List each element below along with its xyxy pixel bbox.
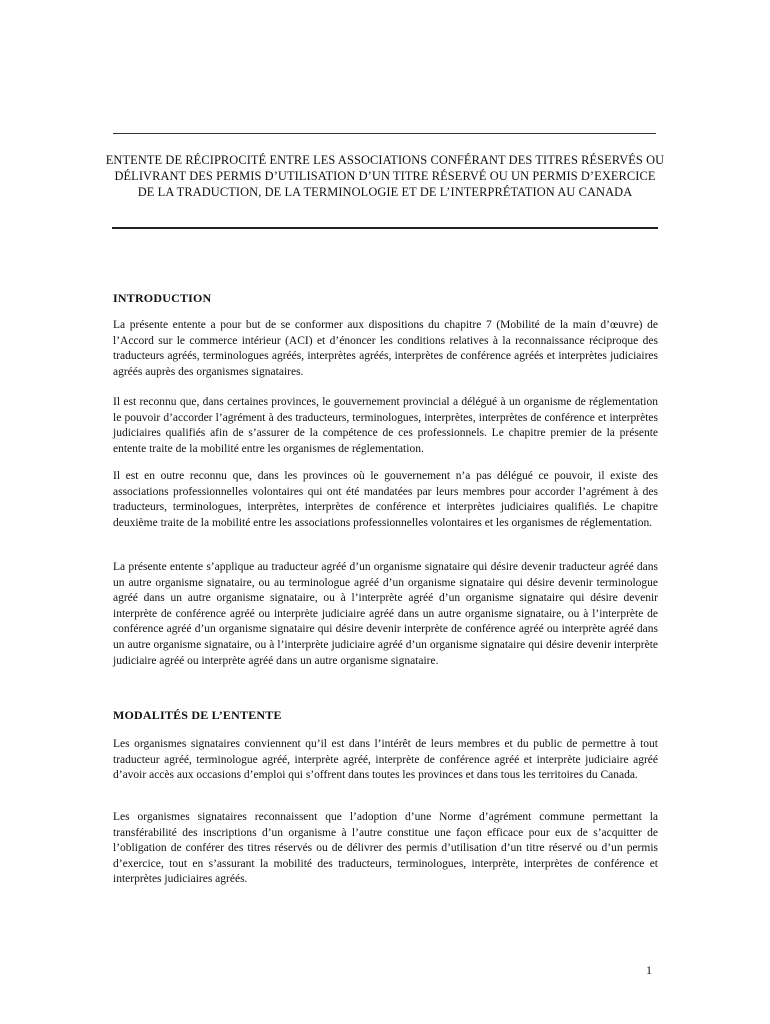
top-rule — [113, 133, 656, 134]
page-number: 1 — [646, 963, 652, 977]
document-title: ENTENTE DE RÉCIPROCITÉ ENTRE LES ASSOCIATIONS CONFÉRANT DES TITRES RÉSERVÉS OU DÉLIVRANT DES PERMIS D’UTILISATION D’UN TITRE RÉSERVÉ OU UN PERMIS D’EXERCICE DE LA TRADUCTION, DE LA TERMINOLOGIE ET DE L’INTERPRÉTATION AU CANADA — [105, 153, 665, 199]
paragraph: Les organismes signataires reconnaissent que l’adoption d’une Norme d’agrément commune permettant la transférabilité des inscriptions d’un organisme à l’autre constitue une façon efficace pour eux de s’acquitter de l’obligation de conférer des titres réservés ou de délivrer des permis d’utilisation d’un titre réservé ou d’un permis d’exercice, tout en s’assurant la mobilité des traducteurs, terminologues, interprète, interprètes de conférence et interprètes judiciaires agréés. — [113, 811, 658, 886]
section-heading-modalites: MODALITÉS DE L’ENTENTE — [113, 708, 282, 722]
paragraph: La présente entente a pour but de se conformer aux dispositions du chapitre 7 (Mobilité de la main d’œuvre) de l’Accord sur le commerce intérieur (ACI) et d’énoncer les conditions relatives à la reconnaissance réciproque des traducteurs agréés, terminologues agréés, interprètes agréés, interprètes de conférence agréés et interprètes judiciaires agréés auprès des organismes signataires. — [113, 319, 658, 378]
section-heading-introduction: INTRODUCTION — [113, 291, 212, 305]
paragraph: Il est reconnu que, dans certaines provinces, le gouvernement provincial a délégué à un organisme de réglementation le pouvoir d’accorder l’agrément à des traducteurs, terminologues, interprètes, interprètes de conférence et interprètes judiciaires qualifiés afin de s’assurer de la compétence de ces professionnels. Le chapitre premier de la présente entente traite de la mobilité entre les organismes de réglementation. — [113, 396, 658, 455]
paragraph: La présente entente s’applique au traducteur agréé d’un organisme signataire qui désire devenir traducteur agréé dans un autre organisme signataire, ou au terminologue agréé d’un organisme signataire qui désire devenir terminologue agréé dans un autre organisme signataire, ou à l’interprète agréé d’un organisme signataire qui désire devenir interprète de conférence agréé ou interprète judiciaire agréé dans un autre organisme signataire, ou à l’interprète de conférence agréé d’un organisme signataire qui désire devenir interprète de conférence agréé ou interprète agréé dans un autre organisme signataire, ou à l’interprète judiciaire agréé d’un organisme signataire qui désire devenir interprète judiciaire agréé ou interprète agréé dans un autre organisme signataire. — [113, 561, 658, 667]
paragraph: Les organismes signataires conviennent qu’il est dans l’intérêt de leurs membres et du public de permettre à tout traducteur agréé, terminologue agréé, interprète agréé, interprète de conférence agréé et interprète judiciaire agréé d’avoir accès aux occasions d’emploi qui s’offrent dans toutes les provinces et dans tous les territoires du Canada. — [113, 738, 658, 782]
paragraph: Il est en outre reconnu que, dans les provinces où le gouvernement n’a pas délégué ce pouvoir, il existe des associations professionnelles volontaires qui ont été mandatées par leurs membres pour accorder l’agrément à des traducteurs, terminologues, interprètes, interprètes de conférence et interprètes judiciaires qualifiés. Le chapitre deuxième traite de la mobilité entre les associations professionnelles volontaires et les organismes de réglementation. — [113, 470, 658, 529]
title-underline-rule — [112, 227, 658, 229]
